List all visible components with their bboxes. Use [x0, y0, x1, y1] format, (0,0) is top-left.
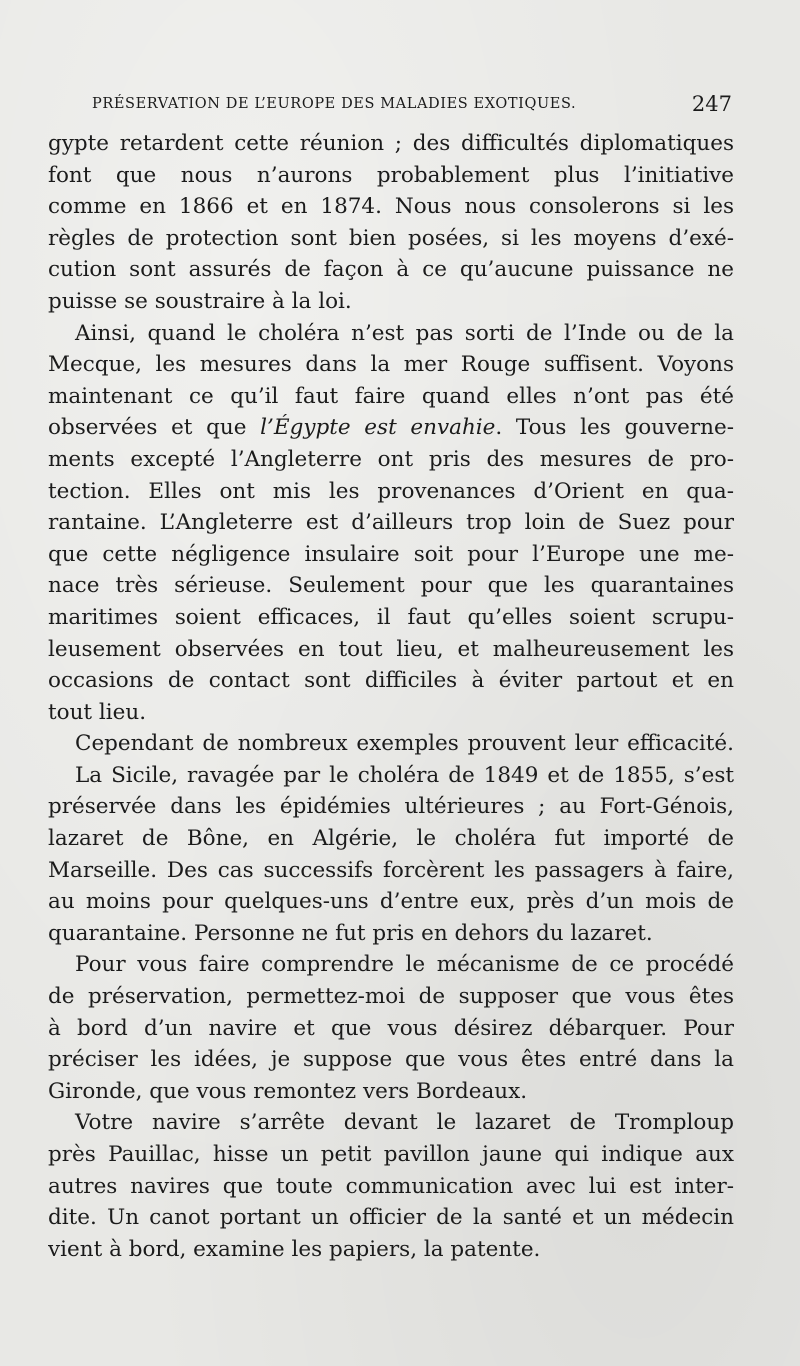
text-line: tection. Elles ont mis les provenances d’Orient en qua- [48, 478, 734, 504]
text-line: au moins pour quelques-uns d’entre eux, près d’un mois de [48, 889, 734, 915]
text-line: Pour vous faire comprendre le mécanisme de ce procédé [75, 952, 734, 978]
text-line: préservée dans les épidémies ultérieures ; au Fort-Génois, [48, 794, 734, 820]
italic-phrase: l’Égypte est envahie [260, 415, 496, 441]
text-line: puisse se soustraire à la loi. [48, 288, 352, 314]
text-line: nace très sérieuse. Seulement pour que les quarantaines [48, 573, 734, 599]
page-number: 247 [691, 92, 732, 116]
text-line: font que nous n’aurons probablement plus l’initiative [48, 162, 734, 188]
text-line: autres navires que toute communication avec lui est inter- [48, 1173, 734, 1199]
text-line: occasions de contact sont difficiles à éviter partout et en [48, 668, 734, 694]
text-line: lazaret de Bône, en Algérie, le choléra fut importé de [48, 826, 734, 852]
text-segment: . Tous les gouverne- [495, 415, 734, 441]
body-text [48, 128, 734, 1265]
text-line: dite. Un canot portant un officier de la santé et un médecin [48, 1205, 734, 1231]
text-line: La Sicile, ravagée par le choléra de 1849 et de 1855, s’est [75, 762, 734, 788]
text-line: Votre navire s’arrête devant le lazaret de Tromploup [75, 1110, 734, 1136]
text-line: Ainsi, quand le choléra n’est pas sorti de l’Inde ou de la [75, 320, 734, 346]
text-line: maintenant ce qu’il faut faire quand elles n’ont pas été [48, 383, 734, 409]
text-line: maritimes soient efficaces, il faut qu’elles soient scrupu- [48, 604, 734, 630]
text-line: que cette négligence insulaire soit pour l’Europe une me- [48, 541, 734, 567]
text-line: gypte retardent cette réunion ; des difficultés diplomatiques [48, 131, 734, 156]
text-line: quarantaine. Personne ne fut pris en dehors du lazaret. [48, 920, 653, 946]
text-line: leusement observées en tout lieu, et malheureusement les [48, 636, 734, 662]
text-line: à bord d’un navire et que vous désirez débarquer. Pour [48, 1015, 734, 1041]
text-line: tout lieu. [48, 699, 147, 725]
text-line: près Pauillac, hisse un petit pavillon jaune qui indique aux [48, 1142, 734, 1167]
text-line: Gironde, que vous remontez vers Bordeaux. [48, 1078, 528, 1104]
text-line: Marseille. Des cas successifs forcèrent les passagers à faire, [48, 857, 734, 883]
text-line: préciser les idées, je suppose que vous êtes entré dans la [48, 1047, 734, 1073]
text-line: comme en 1866 et en 1874. Nous nous consolerons si les [48, 194, 734, 220]
text-segment: observées et que [48, 415, 261, 441]
running-head [92, 92, 732, 118]
text-line: Mecque, les mesures dans la mer Rouge suffisent. Voyons [48, 352, 734, 378]
text-line: rantaine. L’Angleterre est d’ailleurs trop loin de Suez pour [48, 510, 734, 536]
text-line [48, 412, 734, 444]
text-line: règles de protection sont bien posées, si les moyens d’exé- [48, 225, 734, 251]
text-line: vient à bord, examine les papiers, la patente. [48, 1236, 541, 1262]
text-line: ments excepté l’Angleterre ont pris des mesures de pro- [48, 446, 734, 472]
running-title: PRÉSERVATION DE L’EUROPE DES MALADIES EXOTIQUES. [92, 96, 577, 112]
text-line: de préservation, permettez-moi de supposer que vous êtes [48, 984, 734, 1010]
text-line: cution sont assurés de façon à ce qu’aucune puissance ne [48, 257, 734, 283]
text-line: Cependant de nombreux exemples prouvent leur efficacité. [75, 731, 734, 757]
